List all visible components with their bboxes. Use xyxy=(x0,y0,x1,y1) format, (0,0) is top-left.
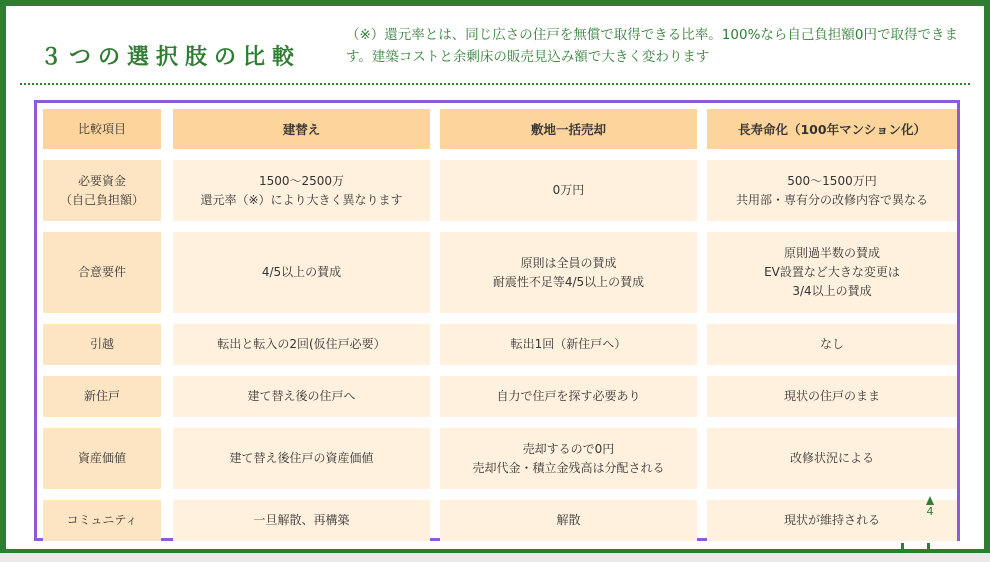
cell-text: 一旦解散、再構築 xyxy=(253,513,350,527)
table-header-cell: 建替え xyxy=(173,109,430,149)
row-label-text: （自己負担額） xyxy=(59,192,144,207)
cell-text: 還元率（※）により大きく異なります xyxy=(200,192,403,207)
cell-text: 0万円 xyxy=(552,183,585,197)
table-cell xyxy=(707,500,957,541)
table-cell xyxy=(707,324,957,365)
table-cell xyxy=(440,324,697,365)
cell-text: 耐震性不足等4/5以上の賛成 xyxy=(492,274,645,289)
table-cell xyxy=(173,324,430,365)
row-label-text: 新住戸 xyxy=(83,389,120,403)
row-label-text: 資産価値 xyxy=(77,451,126,465)
cell-text: 現状が維持される xyxy=(783,513,880,527)
table-header-cell: 長寿命化（100年マンション化） xyxy=(707,109,957,149)
table-cell xyxy=(440,160,697,221)
row-label-text: 必要資金 xyxy=(77,173,126,188)
cell-text: なし xyxy=(819,337,844,351)
cell-text: 1500～2500万 xyxy=(258,173,345,188)
cell-text: 売却するので0円 xyxy=(522,441,615,456)
table-cell xyxy=(440,500,697,541)
row-label xyxy=(43,500,161,541)
cell-text: 原則は全員の賛成 xyxy=(520,255,617,270)
table-cell xyxy=(707,232,957,313)
dotted-divider xyxy=(20,83,970,85)
cell-text: 建て替え後の住戸へ xyxy=(247,389,356,403)
slide xyxy=(6,6,984,549)
row-label xyxy=(43,376,161,417)
table-header-cell: 敷地一括売却 xyxy=(440,109,697,149)
footnote-text: （※）還元率とは、同じ広さの住戸を無償で取得できる比率。100%なら自己負担額0円で取得できます。建築コストと余剰床の販売見込み額で大きく変わります xyxy=(346,27,958,65)
page-number-label: 4 xyxy=(926,505,934,518)
table-cell xyxy=(707,160,957,221)
cell-text: 3/4以上の賛成 xyxy=(792,284,872,298)
cell-text: 原則過半数の賛成 xyxy=(783,246,880,260)
cell-text: EV設置など大きな変更は xyxy=(764,265,900,279)
cell-text: 転出と転入の2回(仮住戸必要） xyxy=(217,337,386,351)
page-title: ３つの選択肢の比較 xyxy=(40,45,302,70)
comparison-table xyxy=(34,100,960,541)
table-cell xyxy=(173,160,430,221)
cell-text: 売却代金・積立金残高は分配される xyxy=(472,460,665,475)
table-cell xyxy=(440,232,697,313)
cell-text: 改修状況による xyxy=(789,451,874,465)
row-label-text: 引越 xyxy=(89,337,114,351)
table-cell xyxy=(173,500,430,541)
row-label-text: コミュニティ xyxy=(66,513,138,527)
row-label xyxy=(43,232,161,313)
tree-icon xyxy=(926,496,934,505)
table-cell xyxy=(707,376,957,417)
table-cell xyxy=(173,428,430,489)
cell-text: 4/5以上の賛成 xyxy=(261,265,342,279)
row-label-text: 合意要件 xyxy=(77,265,126,279)
row-label xyxy=(43,428,161,489)
cell-text: 現状の住戸のまま xyxy=(783,389,880,403)
table-header-cell: 比較項目 xyxy=(43,109,161,149)
table-cell xyxy=(173,376,430,417)
cell-text: 自力で住戸を探す必要あり xyxy=(496,389,641,403)
row-label xyxy=(43,160,161,221)
cell-text: 共用部・専有分の改修内容で異なる xyxy=(735,192,928,207)
decorative-posts xyxy=(899,543,933,549)
cell-text: 500～1500万円 xyxy=(787,173,877,188)
row-label xyxy=(43,324,161,365)
cell-text: 転出1回（新住戸へ） xyxy=(510,337,627,351)
table-cell xyxy=(707,428,957,489)
table-cell xyxy=(440,428,697,489)
table-cell xyxy=(173,232,430,313)
cell-text: 解散 xyxy=(556,513,581,527)
page-number xyxy=(926,496,934,518)
table-cell xyxy=(440,376,697,417)
cell-text: 建て替え後住戸の資産価値 xyxy=(229,451,374,465)
bottom-strip xyxy=(0,553,990,562)
